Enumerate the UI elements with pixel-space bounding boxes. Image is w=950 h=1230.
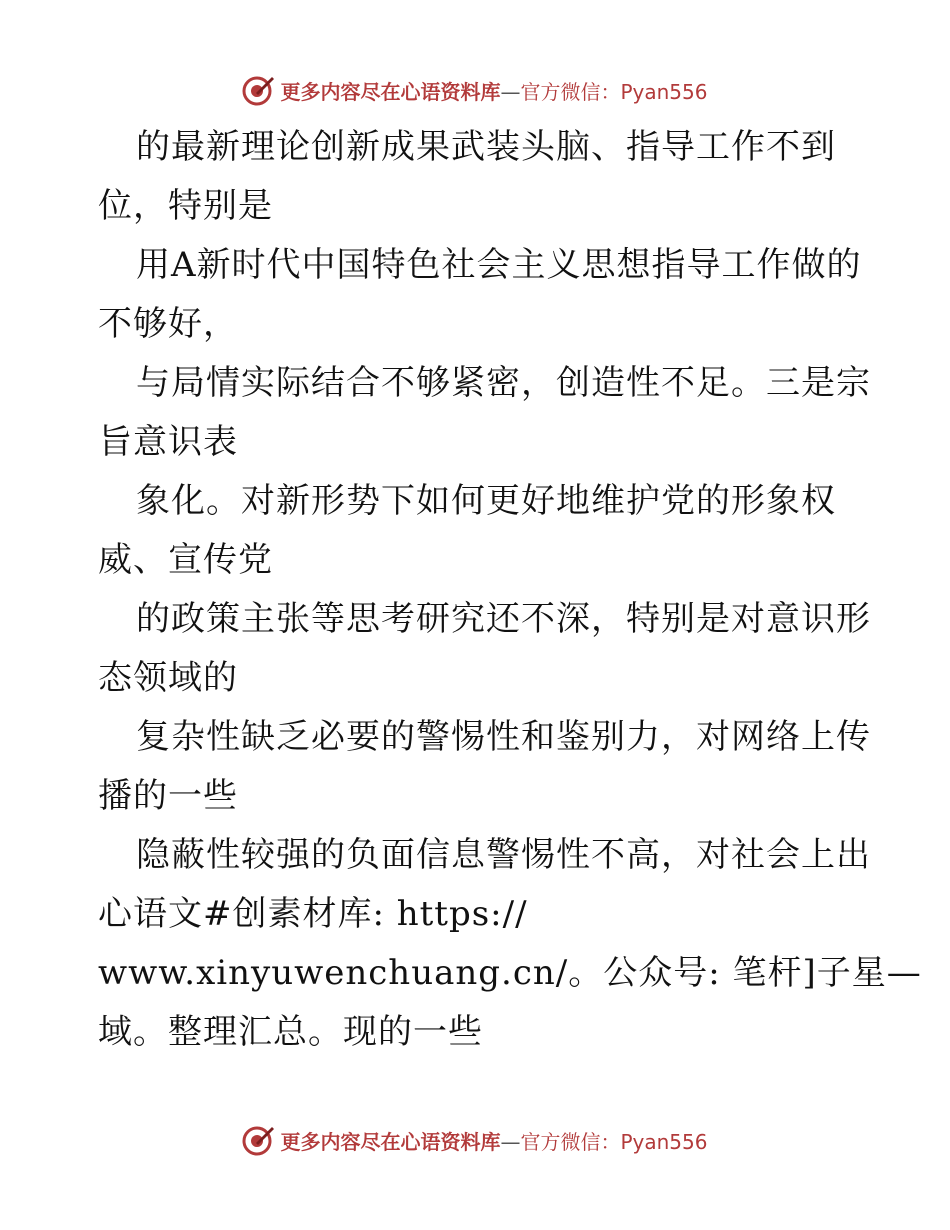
- footer-banner-text: [280, 1126, 707, 1155]
- document-body: [98, 118, 922, 1062]
- text-line: 隐蔽性较强的负面信息警惕性不高，对社会上出: [136, 835, 871, 875]
- text-line: 位，特别是: [98, 186, 273, 226]
- footer-separator: —: [500, 1129, 521, 1154]
- header-banner-text: [280, 76, 707, 105]
- text-line: 不够好，: [98, 304, 238, 344]
- header-banner: [0, 70, 950, 110]
- pen-logo-icon: [242, 1123, 276, 1157]
- footer-site-name: 更多内容尽在心语资料库: [280, 1129, 501, 1154]
- header-wechat: 官方微信：Pyan556: [520, 79, 708, 104]
- text-line: 旨意识表: [98, 422, 238, 462]
- text-line: 播的一些: [98, 776, 238, 816]
- text-line: 的政策主张等思考研究还不深，特别是对意识形: [136, 599, 871, 639]
- text-line: 用A新时代中国特色社会主义思想指导工作做的: [136, 245, 862, 285]
- text-line: 与局情实际结合不够紧密，创造性不足。三是宗: [136, 363, 871, 403]
- pen-logo-icon: [242, 73, 276, 107]
- header-site-name: 更多内容尽在心语资料库: [280, 79, 501, 104]
- footer-banner: [0, 1120, 950, 1160]
- text-line: 象化。对新形势下如何更好地维护党的形象权: [136, 481, 836, 521]
- text-line: 的最新理论创新成果武装头脑、指导工作不到: [136, 127, 836, 167]
- text-line: 心语文#创素材库: https://: [98, 894, 528, 934]
- text-line: 复杂性缺乏必要的警惕性和鉴别力，对网络上传: [136, 717, 871, 757]
- text-line: 威、宣传党: [98, 540, 273, 580]
- text-line: 态领域的: [98, 658, 238, 698]
- header-separator: —: [500, 79, 521, 104]
- footer-wechat: 官方微信：Pyan556: [520, 1129, 708, 1154]
- text-line: www.xinyuwenchuang.cn/。公众号: 笔杆]子星—: [98, 953, 922, 993]
- text-line: 域。整理汇总。现的一些: [98, 1012, 483, 1052]
